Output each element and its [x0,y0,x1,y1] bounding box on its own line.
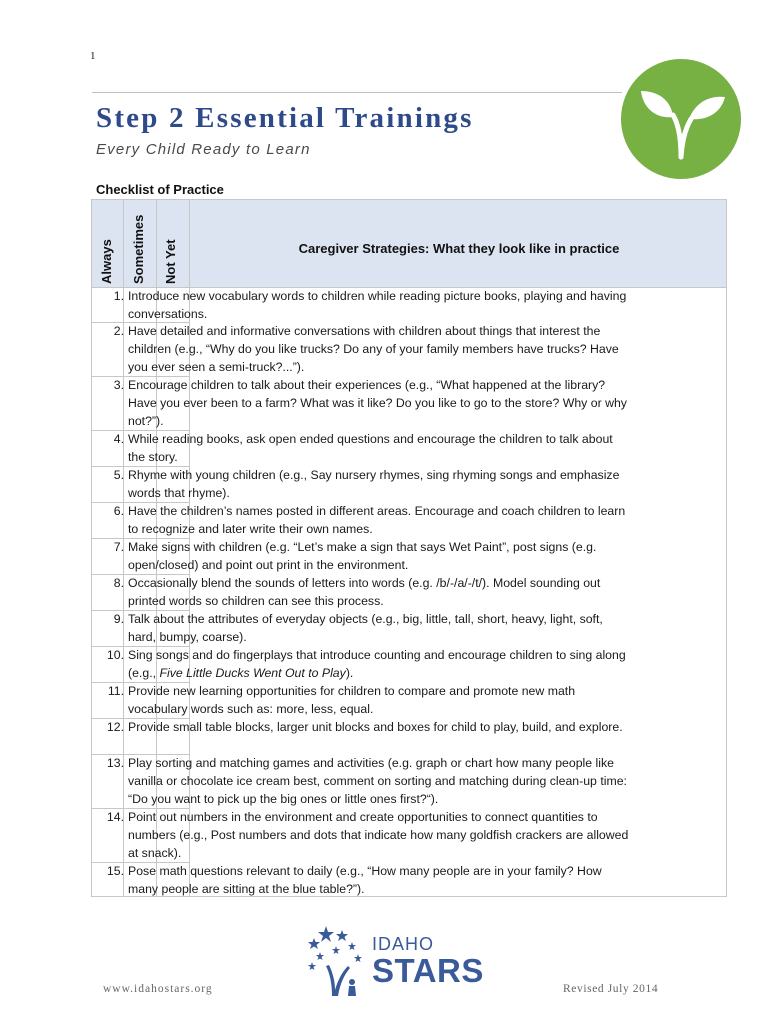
page-subtitle: Every Child Ready to Learn [96,141,311,158]
item-number: 6. [113,504,124,518]
item-text: Encourage children to talk about their experiences (e.g., “What happened at the library? Have you ever been to a farm? What was it like? Do you like to go to the store? Why or why not?”). [128,378,627,428]
item-text: Make signs with children (e.g. “Let’s make a sign that says Wet Paint”, post signs (e.g. open/closed) and point out print in the environment. [128,540,597,572]
item-text: Play sorting and matching games and activities (e.g. graph or chart how many people like vanilla or chocolate ice cream best, comment on sorting and matching during clean-up time: “Do you want to pick up the big ones or little ones first?“). [128,756,627,806]
item-text: Point out numbers in the environment and create opportunities to connect quantities to numbers (e.g., Post numbers and dots that indicate how many goldfish crackers are allowed at snack). [128,810,629,860]
sprout-icon [621,59,741,179]
item-number: 3. [113,378,124,392]
item-number: 5. [113,468,124,482]
item-text-before: Sing songs and do fingerplays that introduce counting and encourage children to sing along (e.g., [128,648,626,680]
stars-tree-child-icon [306,924,376,998]
song-title: Five Little Ducks Went Out to Play [159,666,346,680]
item-text: While reading books, ask open ended questions and encourage the children to talk about the story. [128,432,613,464]
item-number: 12. [106,720,124,734]
footer-revised-date: Revised July 2014 [563,983,659,995]
column-header-always: Always [99,239,114,284]
item-number: 1. [113,289,124,303]
item-text: Provide small table blocks, larger unit blocks and boxes for child to play, build, and explore. [128,720,623,734]
item-number: 14. [106,810,124,824]
item-text [128,646,630,682]
item-number: 15. [106,864,124,878]
item-text: Provide new learning opportunities for children to compare and promote new math vocabulary words such as: more, less, equal. [128,684,576,716]
brand-name-idaho: IDAHO [372,934,435,954]
item-text: Talk about the attributes of everyday objects (e.g., big, little, tall, short, heavy, light, soft, hard, bumpy, coarse). [128,612,603,644]
item-text-after: ). [345,666,354,680]
item-text: Introduce new vocabulary words to children while reading picture books, playing and having conversations. [128,289,627,321]
page-title: Step 2 Essential Trainings [96,102,474,134]
checklist-heading: Checklist of Practice [96,182,224,197]
item-number: 13. [106,756,124,770]
column-header-not-yet: Not Yet [163,239,178,284]
item-number: 11. [107,684,124,698]
item-number: 2. [113,324,124,338]
item-number: 10. [106,648,124,662]
brand-name-stars: STARS [372,952,484,989]
item-text: Rhyme with young children (e.g., Say nursery rhymes, sing rhyming songs and emphasize words that rhyme). [128,468,620,500]
item-number: 4. [113,432,124,446]
item-text: Have detailed and informative conversations with children about things that interest the children (e.g., “Why do you like trucks? Do any of your family members have trucks? Have you ever seen a semi-truck?...”). [128,324,619,374]
item-text: Occasionally blend the sounds of letters into words (e.g. /b/-/a/-/t/). Model sounding out printed words so children can see this process. [128,576,601,608]
footer-website[interactable]: www.idahostars.org [103,983,213,995]
page-number: 1 [90,50,96,62]
item-number: 9. [113,612,124,626]
top-divider [92,92,622,93]
column-header-sometimes: Sometimes [131,214,146,284]
item-number: 7. [113,540,124,554]
item-text: Pose math questions relevant to daily (e.g., “How many people are in your family? How many people are sitting at the blue table?”). [128,864,602,896]
header-logo [621,59,741,179]
item-number: 8. [113,576,124,590]
column-header-strategies: Caregiver Strategies: What they look like in practice [298,241,620,256]
item-text: Have the children’s names posted in different areas. Encourage and coach children to learn to recognize and later write their own names. [128,504,626,536]
